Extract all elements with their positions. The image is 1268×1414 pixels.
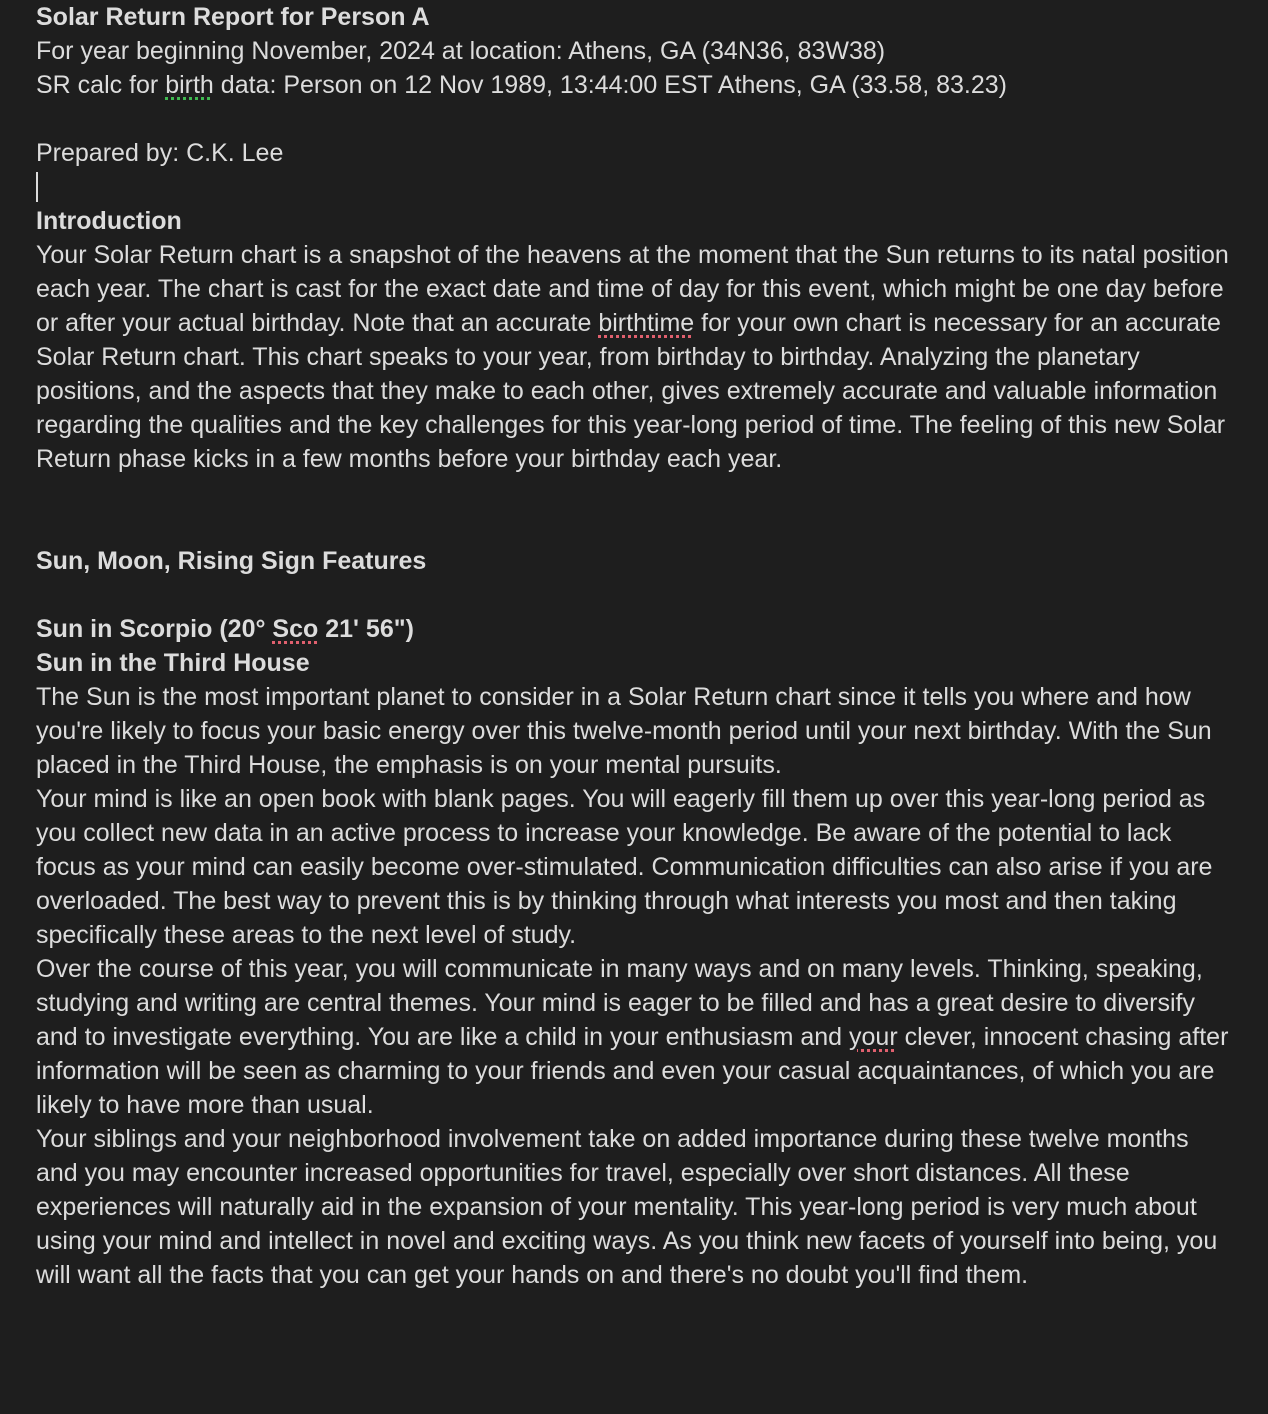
introduction-heading: Introduction — [36, 207, 182, 235]
intro-text-start: Your Solar Return chart is a snapshot of the heavens at the moment that the Sun returns to its natal position each year. The chart is cast for the exact date and time of day for this event, which might be one day before or after your actual birthday. Note that an accurate — [36, 241, 1229, 337]
report-title: Solar Return Report for Person A — [36, 3, 430, 31]
birth-data-prefix: SR calc for — [36, 71, 166, 99]
blank-line — [36, 510, 1236, 544]
para3-text-end: clever, innocent chasing after information will be seen as charming to your friends and even your casual acquaintances, of which you are likely to have more than usual. — [36, 1023, 1229, 1119]
intro-text-end: for your own chart is necessary for an accurate Solar Return chart. This chart speaks to your year, from birthday to birthday. Analyzing the planetary positions, and the aspects that they make to each other, gives extremely accurate and valuable information regarding the qualities and the key challenges for this year-long period of time. The feeling of this new Solar Return phase kicks in a few months before your birthday each year. — [36, 309, 1226, 473]
sun-house-heading: Sun in the Third House — [36, 649, 310, 677]
introduction-paragraph — [36, 238, 1236, 476]
text-cursor — [36, 172, 38, 202]
spelling-flagged-word[interactable]: Sco — [272, 615, 319, 643]
report-birth-data-line — [36, 68, 1236, 102]
spelling-flagged-word[interactable]: birthtime — [598, 309, 695, 337]
sun-sign-prefix: Sun in Scorpio (20° — [36, 615, 273, 643]
text-cursor-line[interactable] — [36, 170, 1236, 204]
blank-line — [36, 476, 1236, 510]
birth-data-suffix: data: Person on 12 Nov 1989, 13:44:00 EST Athens, GA (33.58, 83.23) — [213, 71, 1007, 99]
blank-line — [36, 102, 1236, 136]
grammar-flagged-word[interactable]: birth — [165, 71, 214, 99]
spelling-flagged-word[interactable]: your — [849, 1023, 898, 1051]
para3-text-start: Over the course of this year, you will communicate in many ways and on many levels. Thinking, speaking, studying and writing are central themes. Your mind is eager to be filled and has a great desire to diversify and to investigate everything. You are like a child in your enthusiasm and — [36, 955, 1203, 1051]
features-heading: Sun, Moon, Rising Sign Features — [36, 547, 427, 575]
document-body[interactable] — [36, 0, 1236, 1292]
sun-paragraph-3 — [36, 952, 1236, 1122]
report-location-line: For year beginning November, 2024 at location: Athens, GA (34N36, 83W38) — [36, 37, 886, 65]
prepared-by: Prepared by: C.K. Lee — [36, 139, 284, 167]
blank-line — [36, 578, 1236, 612]
sun-paragraph-4: Your siblings and your neighborhood involvement take on added importance during these twelve months and you may encounter increased opportunities for travel, especially over short distances. All these experiences will naturally aid in the expansion of your mentality. This year-long period is very much about using your mind and intellect in novel and exciting ways. As you think new facets of yourself into being, you will want all the facts that you can get your hands on and there's no doubt you'll find them. — [36, 1125, 1218, 1289]
sun-paragraph-2: Your mind is like an open book with blank pages. You will eagerly fill them up over this year-long period as you collect new data in an active process to increase your knowledge. Be aware of the potential to lack focus as your mind can easily become over-stimulated. Communication difficulties can also arise if you are overloaded. The best way to prevent this is by thinking through what interests you most and then taking specifically these areas to the next level of study. — [36, 785, 1213, 949]
sun-sign-heading — [36, 612, 1236, 646]
sun-paragraph-1: The Sun is the most important planet to consider in a Solar Return chart since it tells you where and how you're likely to focus your basic energy over this twelve-month period until your next birthday. With the Sun placed in the Third House, the emphasis is on your mental pursuits. — [36, 683, 1212, 779]
sun-sign-suffix: 21' 56") — [318, 615, 414, 643]
